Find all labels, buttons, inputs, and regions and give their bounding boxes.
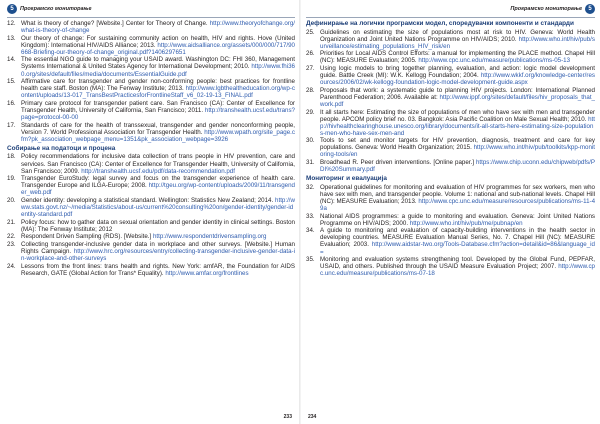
reference-link[interactable]: http://www.aidstar-two.org/Tools-Database.cfm?action=detail&id=86&language_id= [320, 241, 595, 256]
reference-text [21, 20, 295, 34]
reference-citation: Primary care protocol for transgender patient care. San Francisco (CA): Center of Excellence for Transgender Health, University of California, San Francisco; 2011. [21, 99, 295, 114]
reference-text [320, 109, 595, 137]
right-page [300, 0, 600, 424]
reference-link[interactable]: http://www.stats.govt.nz/~/media/Statistics/about-us/current%20consulting%20on/gender-identity/gender-identity-standard.pdf [21, 196, 295, 219]
reference-link[interactable]: http://www.ippf.org/sites/default/files/hiv_proposals_that_work.pdf [320, 93, 595, 108]
reference-text [320, 65, 595, 86]
reference-item [7, 241, 295, 262]
reference-citation: Tools to set and monitor targets for HIV prevention, diagnosis, treatment and care for key populations. Geneva: World Health Organization; 2015. [320, 137, 595, 152]
reference-item [7, 263, 295, 277]
reference-number: 35. [306, 256, 315, 264]
reference-text [21, 122, 295, 143]
reference-link[interactable]: http://www.amfar.org/frontlines [165, 269, 249, 277]
right-page-header [306, 3, 595, 15]
reference-text [320, 256, 595, 277]
reference-number: 33. [306, 212, 315, 220]
reference-text [320, 213, 595, 227]
reference-number: 20. [7, 196, 16, 204]
reference-item [7, 153, 295, 174]
reference-item [7, 122, 295, 143]
reference-number: 31. [306, 159, 315, 167]
reference-citation: What is theory of change? [Website.] Center for Theory of Change. [21, 20, 210, 27]
reference-text [21, 78, 295, 99]
reference-text [21, 56, 295, 77]
reference-text [21, 35, 295, 56]
reference-link[interactable]: http://www.who.int/hiv/pub/toolkits/kpp-monitoring-tools/en [320, 144, 595, 159]
reference-item [7, 175, 295, 196]
reference-citation: Broadhead R. Peer driven interventions. [Online paper.] [320, 159, 476, 167]
reference-link[interactable]: http://www.respondentdrivensampling.org [152, 233, 267, 241]
reference-item [7, 197, 295, 218]
reference-number: 13. [7, 34, 16, 42]
reference-citation: Guidelines on estimating the size of populations most at risk to HIV. Geneva: World Health Organization and Joint United Nations Programme on HIV/AIDS; 2010. [320, 28, 595, 43]
reference-number: 15. [7, 78, 16, 86]
reference-item [306, 50, 595, 64]
reference-link[interactable]: http://www.wpath.org/site_page.cfm?pk_association_webpage_menu=1351&pk_association_webpage=3926 [21, 128, 295, 143]
reference-citation: Transgender EuroStudy: legal survey and focus on the transgender experience of health care. Transgender Europe and ILGA-Europe; 2008. [21, 175, 295, 190]
reference-text [21, 241, 295, 262]
reference-link[interactable]: http://www.who.int/hiv/pub/surveillance/estimating_populations_HIV_risk/en [320, 35, 595, 50]
reference-number: 12. [7, 20, 16, 27]
reference-number: 26. [306, 50, 315, 58]
header-rule [306, 17, 595, 18]
reference-link[interactable]: http://www.wkkf.org/knowledge-center/resources/2006/02/wk-kellogg-foundation-logic-model-development-guide.aspx [320, 72, 595, 87]
page-number: 233 [283, 414, 292, 420]
reference-item [306, 29, 595, 50]
reference-link[interactable]: http://www.theoryofchange.org/what-is-theory-of-change [21, 20, 295, 35]
reference-text [320, 50, 595, 64]
reference-link[interactable]: http://www.cpc.unc.edu/measure/publications/ms-05-13 [418, 57, 571, 65]
reference-number: 30. [306, 137, 315, 145]
running-header-title: Програмско мониторање [20, 6, 92, 12]
reference-citation: Affirmative care for transgender and gender non-conforming people: best practices for frontline health care staff. Boston (MA): The Fenway Institute; 2013. [21, 78, 295, 93]
reference-link[interactable]: http://www.who.int/hiv/pub/me/pubnap/en [409, 219, 523, 227]
left-page-header [7, 3, 295, 15]
reference-item [7, 78, 295, 99]
reference-item [306, 87, 595, 108]
reference-list [7, 153, 295, 276]
reference-link[interactable]: http://www.lgbthealtheducation.org/wp-content/uploads/13-017_TransBestPracticesforFrontlineStaff_v6_02-19-13_FINAL.pdf [21, 85, 295, 100]
reference-number: 21. [7, 218, 16, 226]
reference-text [320, 184, 595, 212]
reference-link[interactable]: http://www.fhi360.org/sites/default/files/media/documents/EssentialGuide.pdf [21, 63, 295, 78]
reference-link[interactable]: https://www.chip.uconn.edu/chipweb/pdfs/PDI%20Summary.pdf [320, 159, 595, 174]
reference-link[interactable]: http://www.hrc.org/resources/entry/collecting-transgender-inclusive-gender-data-in-workplace-and-other-surveys [21, 248, 295, 263]
reference-item [306, 137, 595, 158]
section-heading: Дефинирање на логички програмски модел, споредувачки компоненти и стандарди [306, 20, 574, 27]
reference-item [306, 159, 595, 173]
reference-text [320, 87, 595, 108]
reference-item [306, 227, 595, 255]
reference-citation: Our theory of change: For sustaining community action on health, HIV and rights. Hove (United Kingdom): International HIV/AIDS Alliance; 2013. [21, 34, 295, 49]
reference-text [320, 29, 595, 50]
reference-citation: A guide to monitoring and evaluation of capacity-building interventions in the health sector in developing countries. MEASURE Evaluation Manual Series, No. 7. Chapel Hill (NC): MEASURE Evaluation; 2003. [320, 227, 595, 249]
reference-list [7, 20, 295, 143]
reference-citation: Using logic models to bring together planning, evaluation, and action: logic model development guide. Battle Creek (MI): W.K. Kellogg Foundation; 2004. [320, 65, 595, 80]
reference-text [21, 233, 295, 240]
reference-citation: Monitoring and evaluation systems strengthening tool. Developed by the Global Fund, PEPFAR, USAID, and others. Published through the USAID Measure Evaluation Project; 2007. [320, 256, 595, 271]
reference-citation: Proposals that work: a systematic guide to planning HIV projects. London: International Planned Parenthood Federation; 2006. Available at: [320, 86, 595, 101]
reference-citation: Lessons from the front lines: trans health and rights. New York: amfAR, the Foundation for AIDS Research, GATE (Global Action for Trans* Equality). [21, 262, 295, 277]
reference-item [7, 20, 295, 34]
reference-item [306, 184, 595, 212]
reference-text [21, 197, 295, 218]
reference-item [306, 109, 595, 137]
reference-citation: The essential NGO guide to managing your USAID award. Washington DC: FHI 360, Management Systems International & United States Agency for International Development; 2010. [21, 56, 295, 71]
reference-text [21, 175, 295, 196]
reference-citation: Respondent Driven Sampling (RDS). [Website.] [21, 233, 153, 241]
reference-link[interactable]: http://transhealth.ucsf.edu/trans?page=protocol-00-00 [21, 106, 295, 121]
running-header-title: Програмско мониторање [510, 6, 582, 12]
reference-number: 19. [7, 175, 16, 183]
reference-number: 17. [7, 121, 16, 129]
reference-link[interactable]: http://www.cpc.unc.edu/measure/publications/ms-07-18 [320, 263, 595, 278]
reference-item [7, 56, 295, 77]
reference-item [7, 35, 295, 56]
section-heading: Мониторинг и евалуација [306, 175, 387, 183]
reference-number: 32. [306, 183, 315, 191]
reference-text [21, 100, 295, 121]
reference-citation: It all starts here: Estimating the size of populations of men who have sex with men and transgender people. APCOM policy brief no. 03. Bangkok: Asia Pacific Coalition on Male Sexual Health; 2010. [320, 108, 595, 123]
reference-link[interactable]: http://www.aidsalliance.org/assets/000/000/717/90668-Briefing-our-theory-of-change_original.pdf?1406297651 [21, 41, 295, 56]
reference-citation: Priorities for Local AIDS Control Efforts: a manual for implementing the PLACE method. Chapel Hill (NC): MEASURE Evaluation; 2005. [320, 50, 595, 65]
reference-item [306, 213, 595, 227]
reference-citation: Policy focus: how to gather data on sexual orientation and gender identity in clinical settings. Boston (MA): The Fenway Institute; 2012 [21, 218, 295, 233]
reference-number: 14. [7, 56, 16, 64]
reference-number: 28. [306, 86, 315, 94]
reference-item [306, 65, 595, 86]
reference-link[interactable]: http://hivhealthclearinghouse.unesco.org/library/documents/it-all-starts-here-estimating-size-populations-men-who-have-sex-men-and [320, 115, 595, 137]
reference-list [306, 184, 595, 277]
reference-link[interactable]: http://www.cpc.unc.edu/measure/resources/publications/ms-11-49a [320, 198, 596, 213]
reference-citation: Operational guidelines for monitoring and evaluation of HIV programmes for sex workers, men who have sex with men, and transgender people. Volume 1: national and sub-national levels. Chapel Hill (NC): MEASURE Evaluation; 2013. [320, 183, 595, 205]
reference-number: 27. [306, 65, 315, 73]
reference-citation: Standards of care for the health of transsexual, transgender and gender nonconforming people, Version 7. World Professional Association for Transgender Health. [21, 121, 295, 136]
reference-link[interactable]: http://tgeu.org/wp-content/uploads/2009/11/transgender_web.pdf [21, 182, 295, 197]
reference-number: 25. [306, 28, 315, 36]
chapter-badge: 5 [7, 4, 17, 14]
reference-text [21, 153, 295, 174]
chapter-badge: 5 [585, 4, 595, 14]
page-number: 234 [308, 414, 317, 420]
reference-item [7, 219, 295, 233]
header-rule [7, 17, 295, 18]
reference-number: 24. [7, 262, 16, 270]
reference-citation: Gender identity: developing a statistical standard. Wellington: Statistics New Zealand; 2014. [21, 196, 276, 204]
section-heading: Собирање на податоци и процена [7, 144, 116, 152]
reference-item [7, 100, 295, 121]
reference-number: 22. [7, 233, 16, 241]
reference-citation: National AIDS programmes: a guide to monitoring and evaluation. Geneva: Joint United Nations Programme on HIV/AIDS; 2000. [320, 212, 595, 227]
reference-text [320, 137, 595, 158]
reference-list [306, 29, 595, 174]
reference-text [320, 227, 595, 255]
reference-item [306, 256, 595, 277]
reference-citation: Collecting transgender-inclusive gender data in workplace and other surveys. [Website.] Human Rights Campaign. [21, 241, 295, 256]
reference-item [7, 233, 295, 240]
reference-number: 29. [306, 108, 315, 116]
reference-number: 34. [306, 227, 315, 235]
reference-link[interactable]: http://transhealth.ucsf.edu/pdf/data-recommendation.pdf [81, 167, 235, 175]
reference-text [21, 219, 295, 233]
reference-number: 18. [7, 153, 16, 161]
reference-text [320, 159, 595, 173]
reference-number: 16. [7, 99, 16, 107]
reference-text [21, 263, 295, 277]
reference-citation: Policy recommendations for inclusive data collection of trans people in HIV prevention, care and services. San Francisco (CA): Center of Excellence for Transgender Health, University of California, San Francisco; 2009. [21, 153, 295, 175]
reference-number: 23. [7, 241, 16, 248]
